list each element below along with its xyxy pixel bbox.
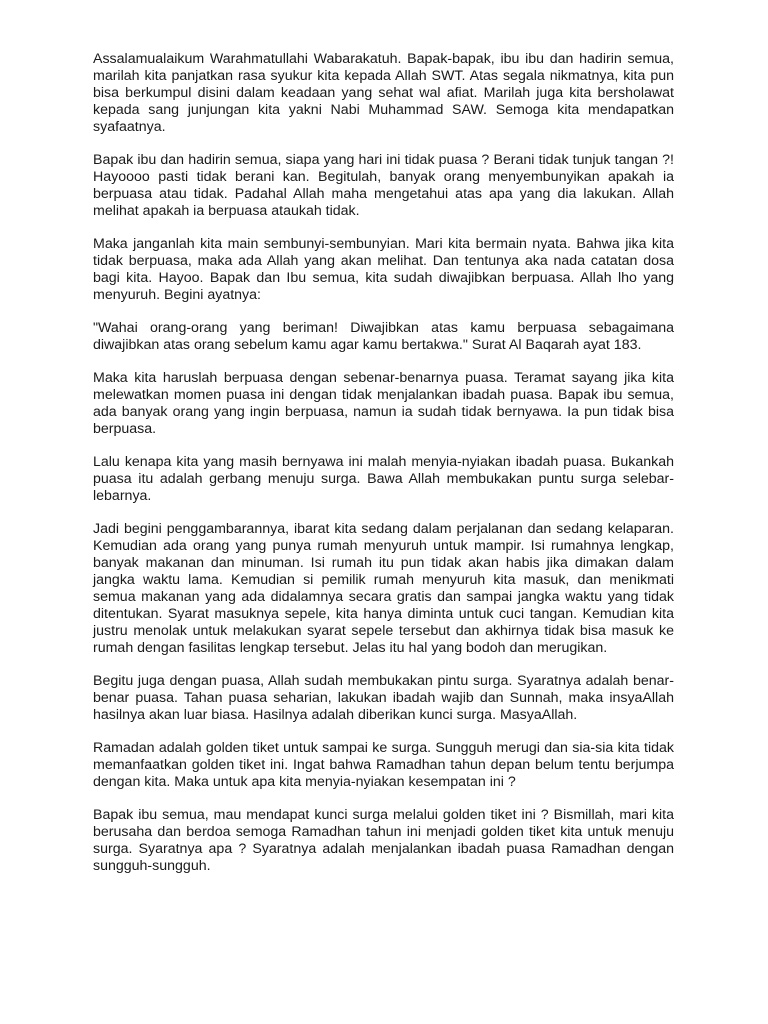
paragraph-golden-ticket: Ramadan adalah golden tiket untuk sampai ke surga. Sungguh merugi dan sia-sia kita tidak memanfaatkan golden tiket ini. Ingat bahwa Ramadhan tahun depan belum tentu berjumpa dengan kita. Maka untuk apa kita menyia-nyiakan kesempatan ini ? bbox=[93, 740, 674, 790]
paragraph-opening-greeting: Assalamualaikum Warahmatullahi Wabarakatuh. Bapak-bapak, ibu ibu dan hadirin semua, marilah kita panjatkan rasa syukur kita kepada Allah SWT. Atas segala nikmatnya, kita pun bisa berkumpul disini dalam keadaan yang sehat wal afiat. Marilah juga kita bersholawat kepada sang junjungan kita yakni Nabi Muhammad SAW. Semoga kita mendapatkan syafaatnya. bbox=[93, 51, 674, 135]
paragraph-fast-properly: Maka kita haruslah berpuasa dengan sebenar-benarnya puasa. Teramat sayang jika kita melewatkan momen puasa ini dengan tidak menjalankan ibadah puasa. Bapak ibu semua, ada banyak orang yang ingin berpuasa, namun ia sudah tidak bernyawa. Ia pun tidak bisa berpuasa. bbox=[93, 370, 674, 437]
paragraph-quran-verse: "Wahai orang-orang yang beriman! Diwajibkan atas kamu berpuasa sebagaimana diwajibkan atas orang sebelum kamu agar kamu bertakwa." Surat Al Baqarah ayat 183. bbox=[93, 320, 674, 353]
paragraph-do-not-hide: Maka janganlah kita main sembunyi-sembunyian. Mari kita bermain nyata. Bahwa jika kita tidak berpuasa, maka ada Allah yang akan melihat. Dan tentunya aka nada catatan dosa bagi kita. Hayoo. Bapak dan Ibu semua, kita sudah diwajibkan berpuasa. Allah lho yang menyuruh. Begini ayatnya: bbox=[93, 236, 674, 303]
paragraph-key-to-heaven: Begitu juga dengan puasa, Allah sudah membukakan pintu surga. Syaratnya adalah benar-benar puasa. Tahan puasa seharian, lakukan ibadah wajib dan Sunnah, maka insyaAllah hasilnya akan luar biasa. Hasilnya adalah diberikan kunci surga. MasyaAllah. bbox=[93, 673, 674, 723]
paragraph-analogy: Jadi begini penggambarannya, ibarat kita sedang dalam perjalanan dan sedang kelaparan. Kemudian ada orang yang punya rumah menyuruh untuk mampir. Isi rumahnya lengkap, banyak makanan dan minuman. Isi rumah itu pun tidak akan habis jika dimakan dalam jangka waktu lama. Kemudian si pemilik rumah menyuruh kita masuk, dan menikmati semua makanan yang ada didalamnya secara gratis dan sampai jangka waktu yang tidak ditentukan. Syarat masuknya sepele, kita hanya diminta untuk cuci tangan. Kemudian kita justru menolak untuk melakukan syarat sepele tersebut dan akhirnya tidak bisa masuk ke rumah dengan fasilitas lengkap tersebut. Jelas itu hal yang bodoh dan merugikan. bbox=[93, 521, 674, 656]
paragraph-closing: Bapak ibu semua, mau mendapat kunci surga melalui golden tiket ini ? Bismillah, mari kita berusaha dan berdoa semoga Ramadhan tahun ini menjadi golden tiket kita untuk menuju surga. Syaratnya apa ? Syaratnya adalah menjalankan ibadah puasa Ramadhan dengan sungguh-sungguh. bbox=[93, 807, 674, 874]
paragraph-gate-to-heaven: Lalu kenapa kita yang masih bernyawa ini malah menyia-nyiakan ibadah puasa. Bukankah puasa itu adalah gerbang menuju surga. Bawa Allah membukakan puntu surga selebar-lebarnya. bbox=[93, 454, 674, 504]
document-page bbox=[93, 51, 674, 891]
paragraph-who-is-not-fasting: Bapak ibu dan hadirin semua, siapa yang hari ini tidak puasa ? Berani tidak tunjuk tangan ?! Hayoooo pasti tidak berani kan. Begitulah, banyak orang menyembunyikan apakah ia berpuasa atau tidak. Padahal Allah maha mengetahui atas apa yang dia lakukan. Allah melihat apakah ia berpuasa ataukah tidak. bbox=[93, 152, 674, 219]
